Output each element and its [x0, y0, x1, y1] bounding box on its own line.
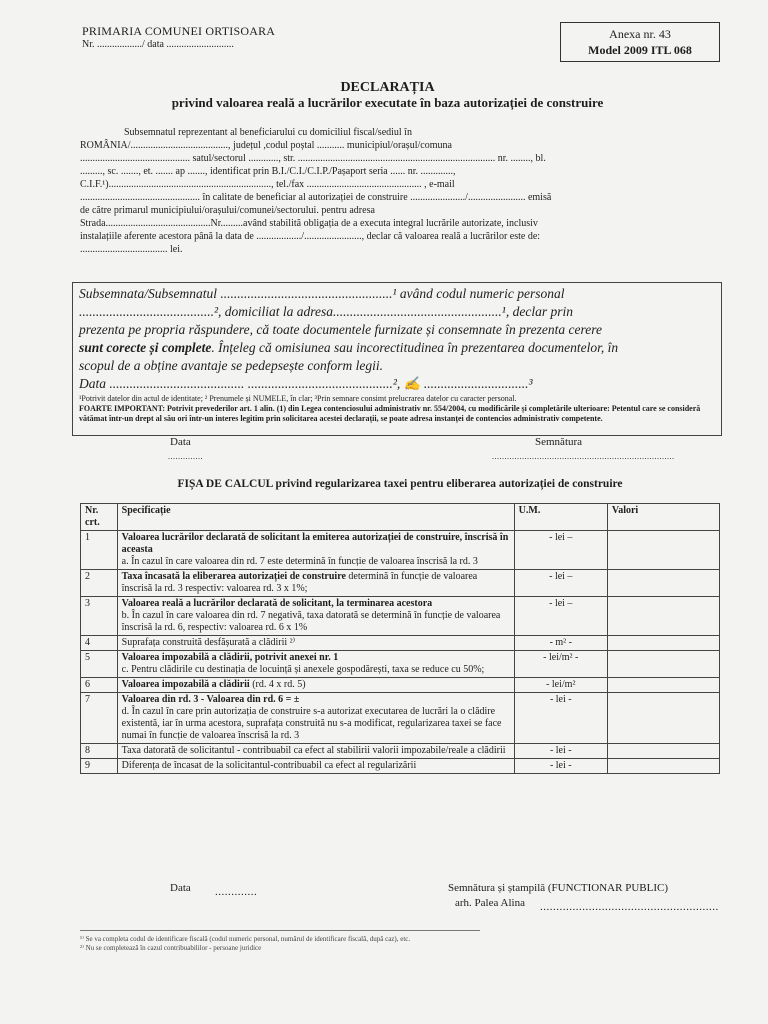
- row-value-cell[interactable]: [607, 597, 719, 636]
- row-specification: [117, 678, 514, 693]
- row-number: 9: [81, 759, 118, 774]
- bottom-date-dots: .............: [215, 886, 258, 898]
- statement-date-signature-line: Data ........................................ ...........................................², ✍ ...............................³: [79, 376, 533, 391]
- declaration-line: ................................................ în calitate de beneficiar al autorizației de construire ....................../....................... emisă: [80, 192, 552, 203]
- declaration-line: ................................... lei.: [80, 244, 183, 255]
- row-value-cell[interactable]: [607, 744, 719, 759]
- row-specification: [117, 759, 514, 774]
- row-number: 3: [81, 597, 118, 636]
- spec-title: Valoarea lucrărilor declarată de solicitant la emiterea autorizației de construire, înscrisă în aceasta: [121, 532, 509, 555]
- declaration-line: ........., sc. ......., et. ....... ap ......., identificat prin B.I./C.I./C.I.P./Pașaport seria ...... nr. .............,: [80, 166, 456, 177]
- model-code: Model 2009 ITL 068: [588, 43, 692, 57]
- table-row: [81, 693, 720, 744]
- statement-line: scopul de a obține avantaje se pedepsește conform legii.: [79, 358, 384, 373]
- row-value-cell[interactable]: [607, 636, 719, 651]
- row-value-cell[interactable]: [607, 678, 719, 693]
- header-values: Valori: [607, 504, 719, 531]
- spec-note: c. Pentru clădirile cu destinația de locuință și anexele gospodărești, taxa se reduce cu 50%;: [121, 664, 485, 675]
- row-unit: - lei –: [514, 531, 607, 570]
- table-row: [81, 570, 720, 597]
- row-value-cell[interactable]: [607, 531, 719, 570]
- date-label: Data: [170, 436, 191, 448]
- header-left: [82, 24, 275, 52]
- table-row: [81, 597, 720, 636]
- row-number: 5: [81, 651, 118, 678]
- spec-note: determină în funcție de valoarea înscrisă la rd. 3 respectiv: valoarea rd. 3 x 1%;: [121, 571, 478, 594]
- spec-title: Valoarea din rd. 3 - Valoarea din rd. 6 = ±: [121, 694, 300, 705]
- table-row: [81, 531, 720, 570]
- row-specification: [117, 636, 514, 651]
- row-unit: - lei –: [514, 597, 607, 636]
- official-signature-dots: .......................................................: [540, 901, 719, 913]
- statement-line: [79, 339, 713, 357]
- spec-note: a. În cazul în care valoarea din rd. 7 este determină în funcție de valoarea înscrisă la rd. 3: [121, 556, 478, 567]
- row-number: 7: [81, 693, 118, 744]
- table-row: [81, 744, 720, 759]
- spec-note: Diferența de încasat de la solicitantul-contribuabil ca efect al regularizării: [121, 760, 417, 771]
- calculation-sheet-title: FIȘA DE CALCUL privind regularizarea taxei pentru eliberarea autorizației de construire: [177, 478, 623, 490]
- document-title: DECLARAȚIA: [340, 80, 435, 95]
- declaration-line: ............................................ satul/sectorul ............, str. ............................................................................... nr. ........, bl.: [80, 153, 546, 164]
- row-specification: [117, 651, 514, 678]
- annex-number: Anexa nr. 43: [609, 27, 671, 41]
- statement-footnotes: [79, 394, 713, 424]
- row-specification: [117, 693, 514, 744]
- statement-line-rest: . Înțeleg că omisiunea sau incorectitudinea în prezentarea documentelor, în: [211, 340, 619, 355]
- spec-note: Suprafața construită desfășurată a clădirii ²⁾: [121, 637, 296, 648]
- row-specification: [117, 531, 514, 570]
- signature-dots: .........................................................................: [492, 452, 675, 461]
- row-value-cell[interactable]: [607, 693, 719, 744]
- important-notice: FOARTE IMPORTANT: Potrivit prevederilor art. 1 alin. (1) din Legea contenciosului administrativ nr. 554/2004, cu modificările și completările ulterioare: Petentul care se consideră vătămat într-un drept al său ori într-un interes legitim prin solicitarea acestei declarații, se poate adresa instanței de contencios administrativ competente.: [79, 404, 701, 423]
- row-specification: [117, 570, 514, 597]
- row-value-cell[interactable]: [607, 570, 719, 597]
- row-unit: - lei -: [514, 744, 607, 759]
- document-subtitle: privind valoarea reală a lucrărilor executate în baza autorizației de construire: [171, 95, 604, 110]
- row-unit: - lei/m²: [514, 678, 607, 693]
- bottom-date-label: Data: [170, 882, 191, 894]
- row-specification: [117, 597, 514, 636]
- footnote: ¹⁾ Se va completa codul de identificare fiscală (codul numeric personal, numărul de identificare fiscală, după caz), etc.: [80, 935, 411, 943]
- statement-line: prezenta pe propria răspundere, că toate documentele furnizate și consemnate în prezenta cerere: [79, 322, 603, 337]
- stamp-signature-label: Semnătura și ștampilă (FUNCTIONAR PUBLIC): [448, 882, 668, 894]
- table-row: [81, 678, 720, 693]
- declaration-line: Strada..........................................Nr.........având stabilită obligația de a executa integral lucrările autorizate, inclusiv: [80, 218, 538, 229]
- table-row: [81, 651, 720, 678]
- spec-note: d. În cazul în care prin autorizația de construire s-a autorizat executarea de lucrări la o clădire existentă, iar în urma acestora, suprafața construită nu s-a modificat, regularizarea taxei se face numai în funcție de valoarea înscrisă la rd. 3: [121, 706, 502, 741]
- row-number: 8: [81, 744, 118, 759]
- statement-line: ........................................², domiciliat la adresa..................................................¹, declar prin: [79, 304, 573, 319]
- statement-box: [72, 282, 722, 436]
- row-number: 2: [81, 570, 118, 597]
- official-name: arh. Palea Alina: [455, 897, 525, 909]
- row-number: 4: [81, 636, 118, 651]
- signature-label: Semnătura: [535, 436, 583, 448]
- row-value-cell[interactable]: [607, 651, 719, 678]
- spec-title: Valoarea impozabilă a clădirii, potrivit anexei nr. 1: [121, 652, 339, 663]
- statement-emphasis: sunt corecte și complete: [79, 340, 212, 355]
- declaration-paragraph: [80, 126, 720, 256]
- footnote: ²⁾ Nu se completează în cazul contribuabililor - persoane juridice: [80, 944, 262, 952]
- page-footnotes: [80, 930, 480, 953]
- header-specification: Specificație: [117, 504, 514, 531]
- table-row: [81, 636, 720, 651]
- annex-box: [560, 22, 720, 62]
- table-row: [81, 759, 720, 774]
- statement-text: [79, 285, 713, 393]
- row-number: 1: [81, 531, 118, 570]
- row-number: 6: [81, 678, 118, 693]
- spec-title: Valoarea impozabilă a clădirii: [121, 679, 250, 690]
- row-unit: - lei -: [514, 693, 607, 744]
- row-unit: - lei/m² -: [514, 651, 607, 678]
- registration-number-line: Nr. ................../ data ...........................: [82, 39, 234, 50]
- spec-title: Taxa încasată la eliberarea autorizației de construire: [121, 571, 346, 582]
- row-specification: [117, 744, 514, 759]
- declaration-line: instalațiile aferente acestora până la data de ................../......................., declar că valoarea reală a lucrărilor este de:: [80, 231, 541, 242]
- statement-line: Subsemnata/Subsemnatul ...................................................¹ având codul numeric personal: [79, 286, 565, 301]
- spec-note: b. În cazul în care valoarea din rd. 7 negativă, taxa datorată se determină în funcție de valoarea înscrisă la rd. 6, respectiv: valoarea rd. 6 x 1%: [121, 610, 501, 633]
- spec-note: (rd. 4 x rd. 5): [252, 679, 306, 690]
- declaration-line: C.I.F.¹)................................................................., tel./fax .............................................. , e-mail: [80, 179, 455, 190]
- row-value-cell[interactable]: [607, 759, 719, 774]
- row-unit: - m² -: [514, 636, 607, 651]
- date-dots: ..............: [168, 452, 203, 461]
- row-unit: - lei –: [514, 570, 607, 597]
- declaration-line: Subsemnatul reprezentant al beneficiarului cu domiciliul fiscal/sediul în: [124, 127, 412, 138]
- statement-footnote: ¹Potrivit datelor din actul de identitate; ² Prenumele și NUMELE, în clar; ³Prin semnare consimt prelucrarea datelor cu caracter personal.: [79, 394, 517, 403]
- table-header-row: [81, 504, 720, 531]
- institution-name: PRIMARIA COMUNEI ORTISOARA: [82, 24, 276, 38]
- declaration-line: ROMÂNIA/......................................., județul ,codul poștal ........... municipiul/orașul/comuna: [80, 140, 452, 151]
- header-unit: U.M.: [514, 504, 607, 531]
- header-nr: Nr. crt.: [81, 504, 118, 531]
- calculation-table: [80, 503, 720, 774]
- spec-note: Taxa datorată de solicitantul - contribuabil ca efect al stabilirii valorii impozabile/reale a clădirii: [121, 745, 506, 756]
- declaration-line: de către primarul municipiului/orașului/comunei/sectorului. pentru adresa: [80, 205, 375, 216]
- row-unit: - lei -: [514, 759, 607, 774]
- spec-title: Valoarea reală a lucrărilor declarată de solicitant, la terminarea acestora: [121, 598, 433, 609]
